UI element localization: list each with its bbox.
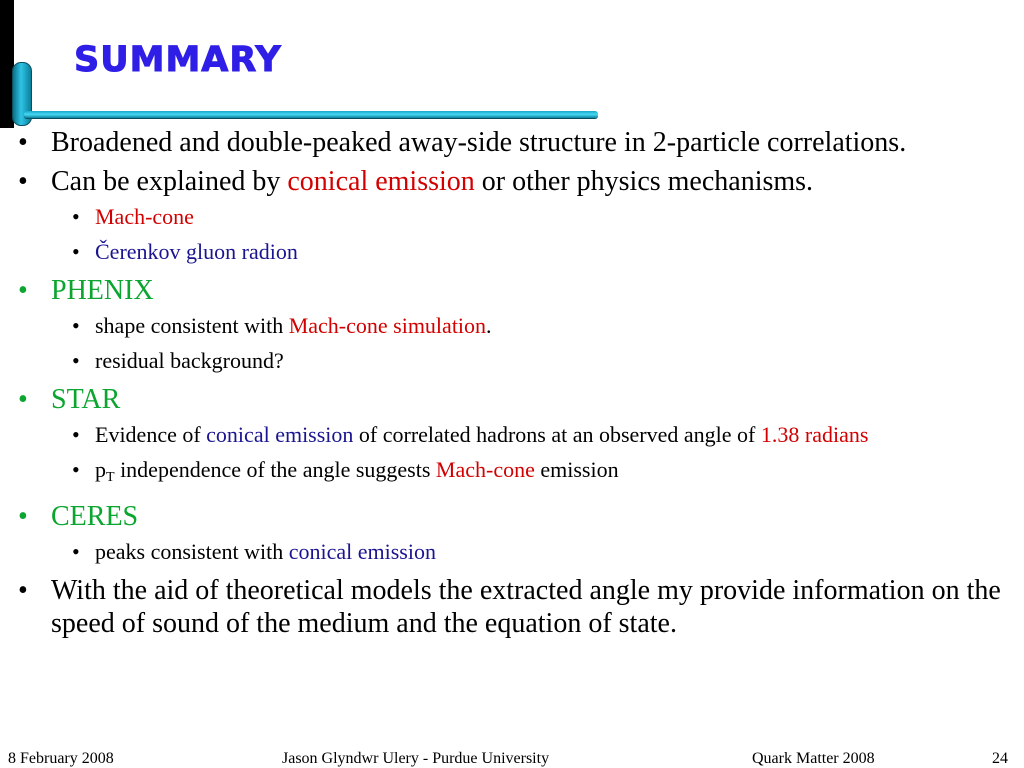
highlight-conical-emission: conical emission: [206, 422, 354, 447]
bullet-dot: •: [18, 384, 28, 415]
sub-bullet-star-evidence: [14, 422, 1009, 447]
sub-bullet-mach-cone: [14, 204, 1009, 229]
bullet-dot: •: [18, 166, 28, 197]
bullet-dot: •: [72, 204, 80, 229]
bullet-phenix: [14, 274, 1009, 307]
bullet-dot: •: [18, 501, 28, 532]
bullet-explained: [14, 165, 1009, 198]
bullet-dot: •: [72, 313, 80, 338]
experiment-label-star: STAR: [51, 384, 121, 415]
sub-bullet-text: residual background?: [95, 348, 284, 373]
sub-bullet-phenix-shape: [14, 313, 1009, 338]
bullet-ceres: [14, 500, 1009, 533]
bullet-dot: •: [72, 348, 80, 373]
highlight-mach-cone-simulation: Mach-cone simulation: [288, 313, 487, 338]
sub-bullet-cerenkov: [14, 239, 1009, 264]
bullet-dot: •: [18, 127, 28, 158]
sub-bullet-text-mid: of correlated hadrons at an observed angle of: [353, 422, 761, 447]
sub-bullet-text-pre: peaks consistent with: [95, 539, 289, 564]
bullet-broadened: [14, 126, 1009, 159]
bullet-text-pre: Can be explained by: [51, 166, 288, 197]
title-underline-bar: [24, 111, 598, 118]
sub-bullet-text-post: .: [486, 313, 492, 338]
experiment-label-phenix: PHENIX: [51, 275, 154, 306]
pt-symbol: p: [95, 457, 106, 482]
sub-bullet-text-pre: shape consistent with: [95, 313, 289, 338]
footer-page-number: 24: [992, 750, 1008, 767]
footer-date: 8 February 2008: [8, 750, 114, 767]
pt-subscript: T: [106, 470, 115, 485]
sub-bullet-text: Mach-cone: [95, 204, 194, 229]
sub-bullet-text: Čerenkov gluon radion: [95, 239, 298, 264]
bullet-dot: •: [72, 539, 80, 564]
bullet-list: [14, 126, 1009, 640]
bullet-theoretical-models: [14, 574, 1009, 640]
highlight-angle-value: 1.38 radians: [760, 422, 869, 447]
slide-footer: [0, 749, 1024, 768]
highlight-conical-emission: conical emission: [288, 539, 436, 564]
bullet-dot: •: [72, 457, 80, 482]
sub-bullet-phenix-background: [14, 348, 1009, 373]
slide-content: [14, 126, 1009, 646]
bullet-text: Broadened and double-peaked away-side structure in 2-particle correlations.: [51, 127, 907, 158]
sub-bullet-text-post: emission: [534, 457, 619, 482]
bullet-dot: •: [72, 422, 80, 447]
bullet-dot: •: [18, 575, 28, 606]
sub-bullet-text-pre: independence of the angle suggests: [114, 457, 436, 482]
slide-title: summary: [74, 25, 282, 83]
footer-author: Jason Glyndwr Ulery - Purdue University: [282, 750, 550, 767]
bullet-dot: •: [18, 275, 28, 306]
experiment-label-ceres: CERES: [51, 501, 139, 532]
bullet-text: With the aid of theoretical models the extracted angle my provide information on the speed of sound of the medium and the equation of state.: [51, 575, 1001, 639]
sub-bullet-star-pt: [14, 457, 1009, 490]
bullet-dot: •: [72, 239, 80, 264]
bullet-text-post: or other physics mechanisms.: [474, 166, 814, 197]
bullet-star: [14, 383, 1009, 416]
sub-bullet-text-pre: Evidence of: [95, 422, 207, 447]
footer-conference: Quark Matter 2008: [752, 750, 875, 767]
highlight-conical-emission: conical emission: [287, 166, 475, 197]
sub-bullet-ceres-peaks: [14, 539, 1009, 564]
highlight-mach-cone: Mach-cone: [435, 457, 535, 482]
